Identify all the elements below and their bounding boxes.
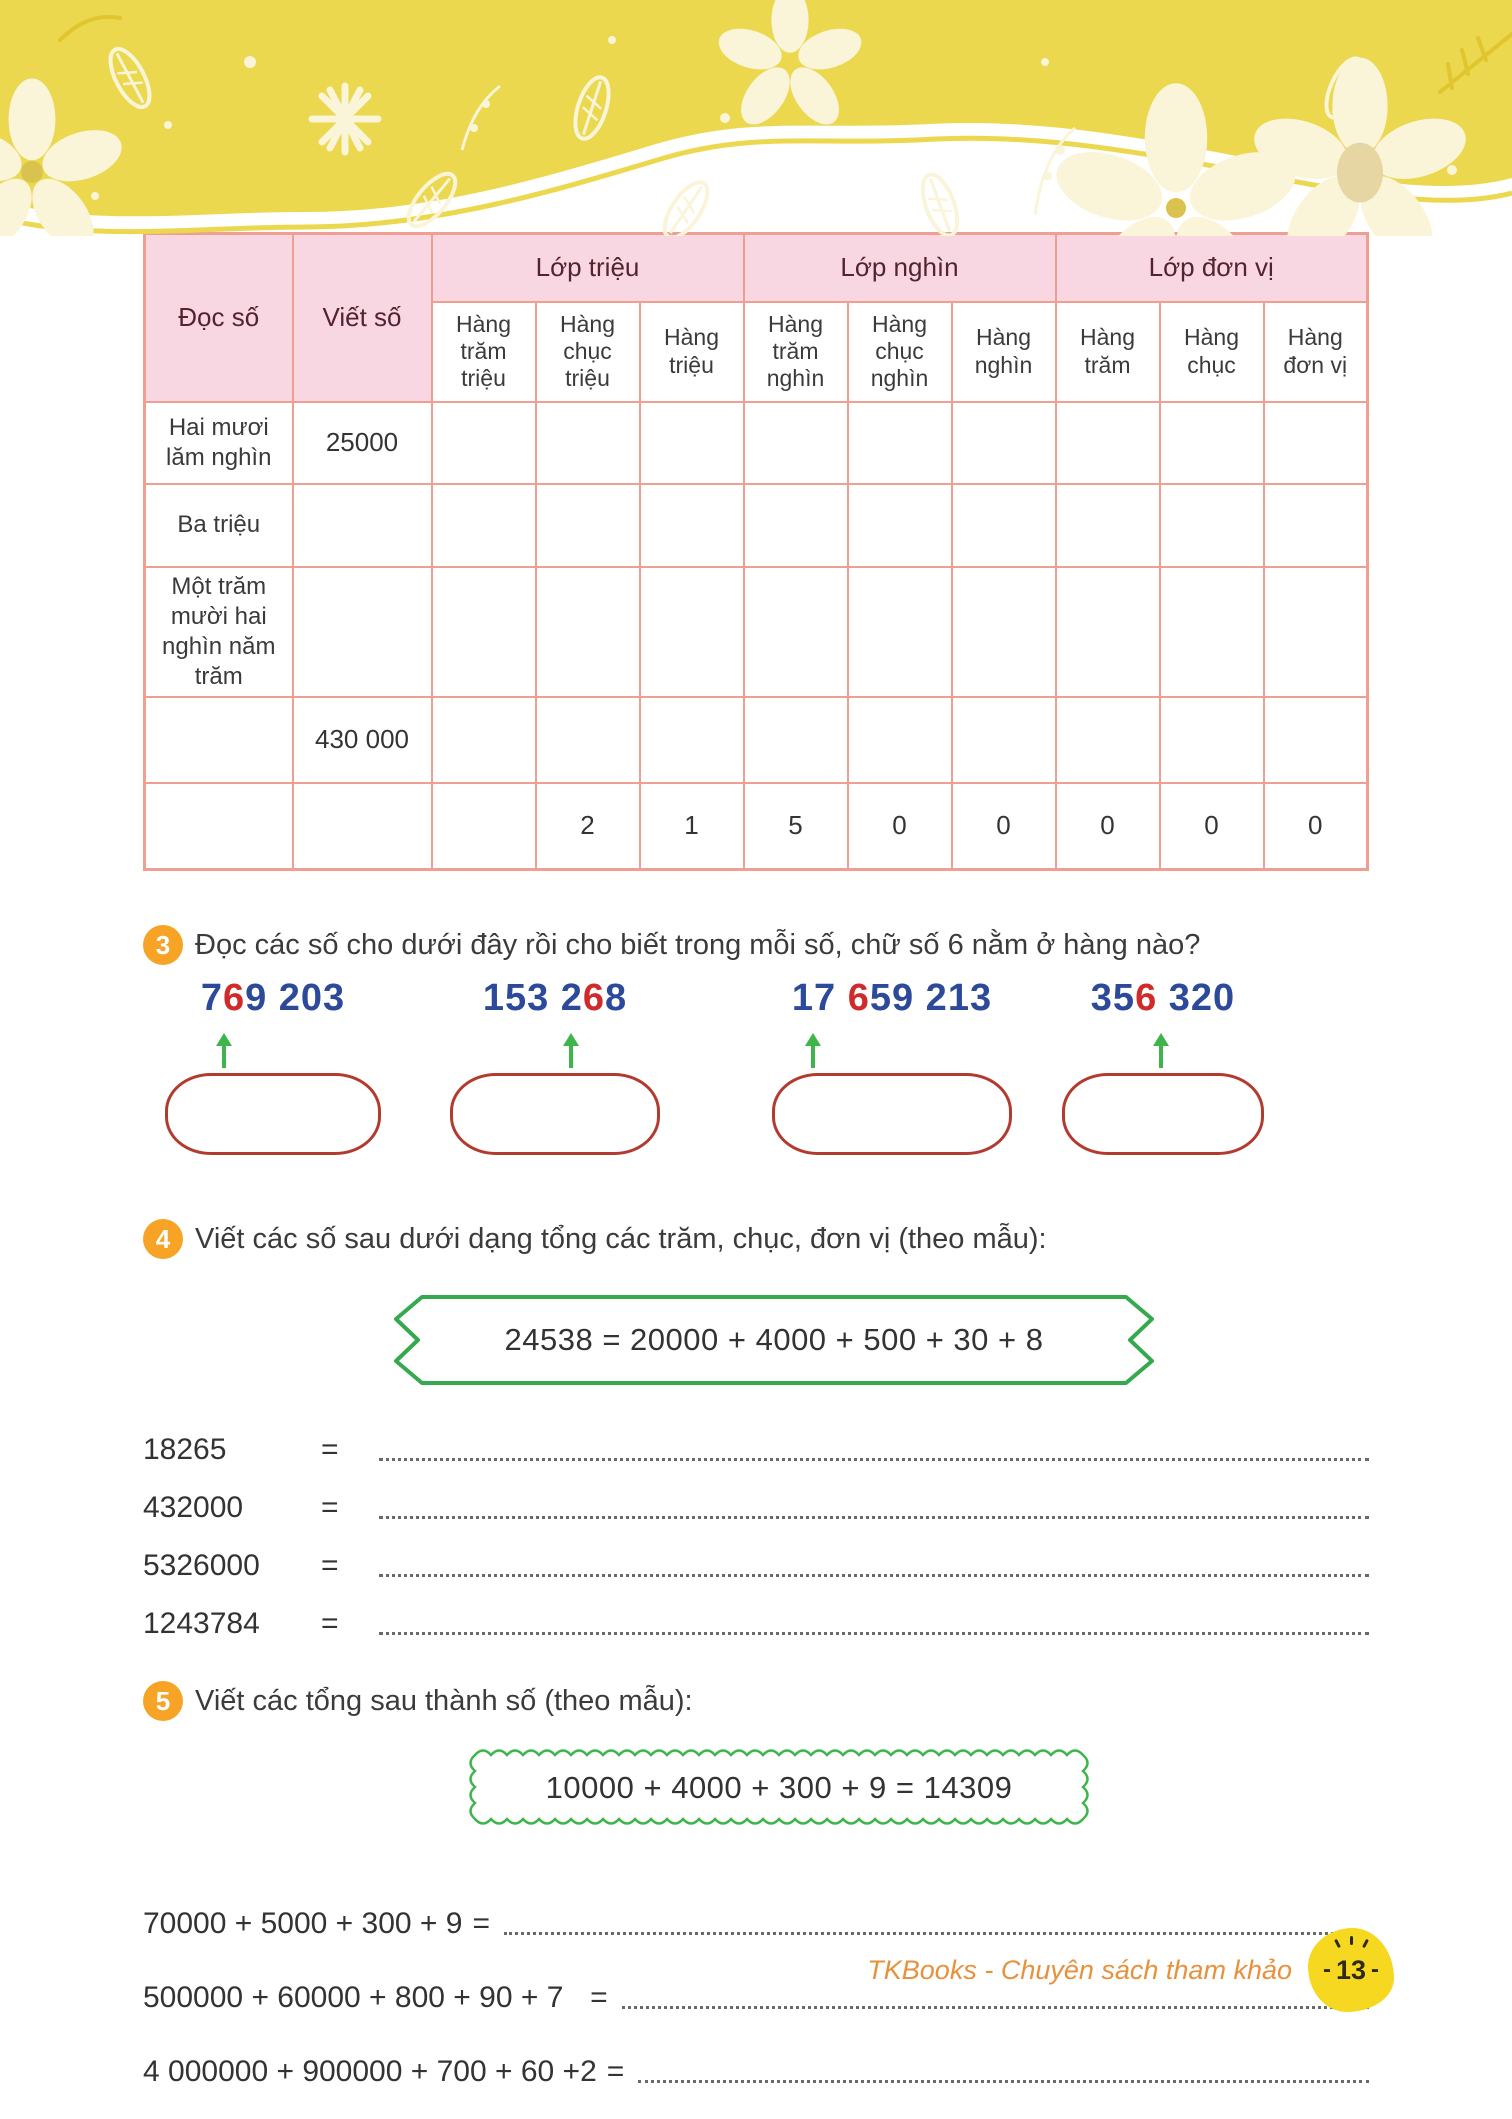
digit-cell [744,402,848,484]
sub-header: Hàng chục triệu [536,302,640,402]
digit-cell [952,567,1056,697]
ex4-example-formula: 24538 = 20000 + 4000 + 500 + 30 + 8 [504,1322,1044,1357]
digit-cell: 0 [1056,783,1160,870]
sub-header: Hàng trăm [1056,302,1160,402]
group-header-lop-don-vi: Lớp đơn vị [1056,234,1368,302]
fill-in-line [143,2015,1369,2089]
equals-sign: = [321,1607,339,1640]
dash: - [1371,1956,1380,1983]
equals-sign: = [590,1981,608,2014]
fill-in-line [143,1409,1369,1467]
equals-sign: = [321,1491,339,1524]
banner-decoration [0,0,1512,236]
digit-cell [640,484,744,567]
digit-cell: 2 [536,783,640,870]
sub-header: Hàng trăm triệu [432,302,536,402]
group-header-lop-trieu: Lớp triệu [432,234,744,302]
exercise-4-badge: 4 [143,1219,183,1259]
table-row [145,402,1368,484]
sub-header: Hàng trăm nghìn [744,302,848,402]
col-header-viet-so: Viết số [293,234,432,402]
digit-cell [848,402,952,484]
line-number: 1243784 [143,1607,260,1640]
line-number: 18265 [143,1433,227,1466]
digit-cell [1056,697,1160,783]
line-number: 5326000 [143,1549,260,1582]
ex3-number: 356 320 [1090,977,1236,1019]
line-number: 432000 [143,1491,244,1524]
dotted-answer-line [379,1493,1369,1519]
digit-cell [1264,567,1368,697]
highlighted-digit: 6 [1135,977,1158,1019]
read-cell: Ba triệu [145,484,293,567]
fill-in-line [143,1583,1369,1641]
digit-cell [432,697,536,783]
table-row [145,697,1368,783]
exercise-3-heading [143,925,1512,965]
example-ribbon [388,1293,1160,1387]
dotted-answer-line [638,2057,1369,2083]
digit-cell [848,484,952,567]
ex3-item [430,977,680,1020]
table-row [145,783,1368,870]
sub-header: Hàng đơn vị [1264,302,1368,402]
digit-cell [1160,402,1264,484]
answer-box [1062,1073,1264,1155]
equals-sign: = [321,1549,339,1582]
col-header-doc-so: Đọc số [145,234,293,402]
digit-cell [640,697,744,783]
example-wavy-box [455,1743,1103,1833]
digit-cell: 5 [744,783,848,870]
fill-in-line [143,1467,1369,1525]
exercise-5-heading [143,1681,1512,1721]
write-cell: 25000 [293,402,432,484]
up-arrow-icon [563,1033,579,1069]
sub-header: Hàng triệu [640,302,744,402]
digit-cell [1264,697,1368,783]
table-row [145,484,1368,567]
answer-box [165,1073,381,1155]
page-number-blob [1308,1928,1394,2012]
ex3-number: 769 203 [200,977,346,1019]
ex5-example-formula: 10000 + 4000 + 300 + 9 = 14309 [545,1770,1013,1805]
exercise-4-lines [143,1409,1369,1641]
exercise-3-prompt: Đọc các số cho dưới đây rồi cho biết trong mỗi số, chữ số 6 nằm ở hàng nào? [195,928,1201,961]
digit-cell [1056,402,1160,484]
digit-cell [848,567,952,697]
equals-sign: = [606,2055,625,2088]
digit-cell [1160,484,1264,567]
digit-cell [952,697,1056,783]
sparkle-ray-icon [1350,1936,1353,1945]
exercise-3-badge: 3 [143,925,183,965]
write-cell: 430 000 [293,697,432,783]
ex3-item [1040,977,1286,1020]
exercise-5-prompt: Viết các tổng sau thành số (theo mẫu): [195,1684,693,1717]
write-cell [293,783,432,870]
digit-cell [1056,567,1160,697]
read-cell: Một trăm mười hai nghìn năm trăm [145,567,293,697]
digit-cell [536,567,640,697]
sparkle-ray-icon [1362,1939,1369,1948]
group-header-lop-nghin: Lớp nghìn [744,234,1056,302]
ex3-number: 153 268 [482,977,628,1019]
place-value-table [143,232,1369,871]
digit-cell [432,567,536,697]
dotted-answer-line [379,1609,1369,1635]
sparkle-ray-icon [1334,1939,1341,1948]
digit-cell [1056,484,1160,567]
equals-sign: = [472,1907,490,1940]
digit-cell [1160,567,1264,697]
line-sum: 500000 + 60000 + 800 + 90 + 7 [143,1981,581,2014]
answer-box [450,1073,660,1155]
dash: - [1322,1956,1331,1983]
digit-cell: 1 [640,783,744,870]
exercise-5-badge: 5 [143,1681,183,1721]
up-arrow-icon [805,1033,821,1069]
digit-cell [1264,402,1368,484]
equals-sign: = [321,1433,339,1466]
digit-cell [432,484,536,567]
digit-cell [536,484,640,567]
digit-cell [1264,484,1368,567]
ex3-item [742,977,1042,1020]
highlighted-digit: 6 [847,977,870,1019]
digit-cell [1160,697,1264,783]
dotted-answer-line [379,1551,1369,1577]
digit-cell [432,402,536,484]
read-cell: Hai mươi lăm nghìn [145,402,293,484]
exercise-3-items [0,977,1512,1169]
dotted-answer-line [379,1435,1369,1461]
digit-cell [744,567,848,697]
digit-cell [536,402,640,484]
exercise-4-heading [143,1219,1512,1259]
highlighted-digit: 6 [582,977,606,1019]
sub-header: Hàng chục [1160,302,1264,402]
ex3-number: 17 659 213 [791,977,993,1019]
line-sum: 70000 + 5000 + 300 + 9 [143,1907,463,1940]
digit-cell [744,484,848,567]
digit-cell [952,402,1056,484]
table-row [145,567,1368,697]
line-sum: 4 000000 + 900000 + 700 + 60 +2 [143,2055,597,2088]
digit-cell [640,567,744,697]
digit-cell [744,697,848,783]
digit-cell: 0 [1160,783,1264,870]
digit-cell [848,697,952,783]
answer-box [772,1073,1012,1155]
digit-cell: 0 [952,783,1056,870]
up-arrow-icon [216,1033,232,1069]
read-cell [145,783,293,870]
header-banner [0,0,1512,236]
page-footer [867,1928,1394,2012]
publisher-brand: TKBooks - Chuyên sách tham khảo [867,1954,1292,1985]
write-cell [293,484,432,567]
ex3-item [150,977,396,1020]
digit-cell [432,783,536,870]
read-cell [145,697,293,783]
digit-cell: 0 [848,783,952,870]
highlighted-digit: 6 [222,977,246,1019]
sub-header: Hàng chục nghìn [848,302,952,402]
page-number: 13 [1335,1954,1367,1985]
write-cell [293,567,432,697]
digit-cell [952,484,1056,567]
sub-header: Hàng nghìn [952,302,1056,402]
digit-cell [536,697,640,783]
fill-in-line [143,1525,1369,1583]
digit-cell: 0 [1264,783,1368,870]
exercise-4-prompt: Viết các số sau dưới dạng tổng các trăm, chục, đơn vị (theo mẫu): [195,1222,1047,1255]
up-arrow-icon [1153,1033,1169,1069]
digit-cell [640,402,744,484]
